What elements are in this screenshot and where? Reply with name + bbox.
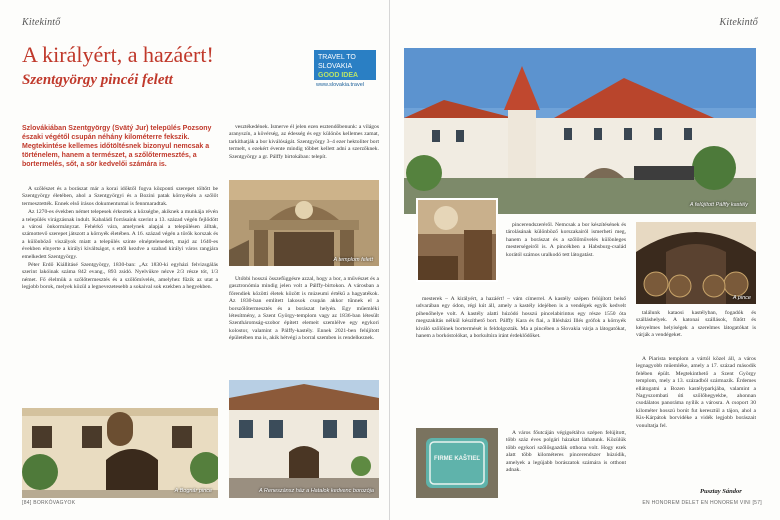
caption-portal: A templom felett [333, 257, 373, 263]
portal-photo [229, 180, 379, 266]
caption-castle: A felújított Pálffy kastély [689, 202, 748, 208]
caption-street: A Reneszánsz ház a Hatalok kedvenc borozója [258, 488, 374, 494]
caption-barrels: A pince [732, 295, 751, 301]
sign-photo [416, 428, 498, 498]
footer-right: EN HONOREM DELET EN HONOREM VINI [57] [642, 500, 762, 506]
section-label-left: Kitekintő [22, 17, 61, 28]
house-photo [22, 408, 218, 498]
article-title: A királyért, a hazáért! [22, 42, 214, 67]
barrel-cellar-photo [636, 222, 756, 304]
logo-url: www.slovakia.travel [316, 82, 364, 88]
right-page [390, 0, 780, 520]
column-3-top: pincerendszeréről. Nemcsak a bor készítésének és tárolásának különböző korszakairól ismerheti meg, hanem a borászat és a szőlőművelés különleges mesterségeiről is. A pincékben a Habsburg-család korától számos uralkodó tett látogatást. [506, 222, 626, 258]
caption-house: A Bognár pince [174, 488, 212, 494]
castle-photo [404, 48, 756, 214]
column-4-main: A Piarista templom a vártól közel áll, a város legnagyobb műemléke, amely a 17. század második felében épült. Megtekinthető a Szent György templom, mely a 13. századból származik. Érdemes ellátogatni a Bozen kastélyparkjába, valamint a Nagyszombati úti szőlőhegyekbe, ahonnan csodálatos panoráma nyílik a városra. A csoport 30 kilométer hosszú borút fut keresztül a tájon, ahol a Kis-Kárpátok borvidéke a vidék legjobb borászait vonultatja fel. [636, 356, 756, 429]
column-3-bottom: A város főutcáján végigsétálva szépen felújított, több száz éves polgári házakat láthatunk. Közülük több egykori szőlősgazdák otthona volt. Hogy ezek alatt több kilométeres pincerendszer húzódik, amelyek a legújabb borászatok számára is otthont adnak. [506, 430, 626, 474]
article-subtitle: Szentgyörgy pincéi felett [22, 72, 173, 88]
column-2-top: vesztékedének. Ismerve él jelen ezen esztendőbenunk: a világos aranyszín, a kövérség, az édesség és egy különös kellemes zamat, tarkíthatják a bor kiválóságát. Szentgyörgy 3–4 ezer hektoliter bort termelt, s ezekért évente mindig többet kellett adni a szerzőknek. Szentgyörgy a gr. Pálffy birtokában: telepít. [229, 124, 379, 160]
column-2-bottom: Utóbbi hosszú összefüggésre azzal, hogy a bor, a művészet és a gasztronómia mindig jelen volt a Pálffy-birtokon. A városban a főrendiek közötti életek között is múzeumi értékű a hagyatékok. Az 1830-ban említett lakosok csupán akkor tűnnek el a borszőlőtermesztés és a borászat helyén. Egy műemléki létesítmény, a Szent György-templom vagy az 1836-ban létesült Szentháromság-szobor épített elemeit szemlélve egy egykori kolostor, valamint a Pálffy-kastély. Ennek 2021-ben felújított épületében ma is, akik hétvégi a borral szemben is rendelkeznek. [229, 276, 379, 342]
column-3-main: mesterek – A királyért, a hazáért! – vám címerrel. A kastély szépen felújított belső udvarában egy ódon, régi kút áll, amely a kastély idejében is a vendégek egyik kedvelt pihenőhelye volt. A kastély alatti húzódó hosszú pincelabirintus egy része 1550 óta megszakítás nélkül készíthető bort. Pálffy Kara és fiai, a Illésházi Illés grófok a környék kiváló szőlőinek bortermését is feldolgozták. Ma a pincében a Slovakia várja a látogatókat, hanem a borkóstolókat, a borkultúra iránt érdeklődőket. [416, 296, 626, 340]
article-lead: Szlovákiában Szentgyörgy (Svätý Jur) település Pozsony északi végétől csupán néhány kilométerre fekszik. Megtekintése kellemes időtöltésnek bizonyul nemcsak a történelem, hanem a természet, a szőlőtermesztés, a bortermelés, sőt, a sör kedvelői számára is. [22, 125, 212, 168]
travel-slovakia-logo: TRAVEL TO SLOVAKIA GOOD IDEA [314, 50, 376, 80]
street-photo [229, 380, 379, 498]
footer-left: [84] BORKÓVAGYOK [22, 500, 76, 506]
interior-inset-photo [416, 198, 498, 282]
author-name: Pusztay Sándor [700, 488, 742, 495]
column-4-top: találunk kataosi kastélyban, fogadók és szálláshelyek. A katonai szállások, fűtött és kényelmes helyiségek a szerelmes látogatókat is várják a vendégeket. [636, 310, 756, 339]
sign-text: FIRME KAŠTIEĽ [434, 456, 480, 462]
section-label-right: Kitekintő [719, 17, 758, 28]
column-1: A szőlészet és a borászat már a korai időktől fogva központi szerepet töltött be Szentgyörgy életében, ahol a Szentgyörgyi és a Bozini patak környékén a szőlőt termesztették. Ennek első írásos dokumentumai is fennmaradtak. Az 1270-es években német telepesek érkeztek a községbe, akiknek a munkája révén a település virágzásnak indult. Kabaládi forrásaink szerint a 13. század végén fejlődött a városi önkormányzat. Fehérkő vára, amelynek alapjai a településen álltak, számottevő szerepet játszott a környék életében. A 16. század végén a török korszak és a különböző viszályok miatt a település szinte elnéptelenedett, majd az 1640-es években elnyerte a királyi kiváltságot, s ettől kezdve a szabad királyi város rangjára emelkedett Szentgyörgy. Péter Erdő Kiállításé Szentgyörgy, 1830-ban: „Az 1830-ki egyházi felvizsgálás szerint lakóinak száma 842 evang., 893 zsidó. Nyelvükre nézve 2/3 része tót, 1/3 német. Fő élelmük a szőlőtermesztés és a szőlőmívelés, amelyhez fűzik az utat a legjobb borok, melyek közül a legnevezetesebb a sokaival sok ezekben a hegyekben. [22, 186, 218, 291]
